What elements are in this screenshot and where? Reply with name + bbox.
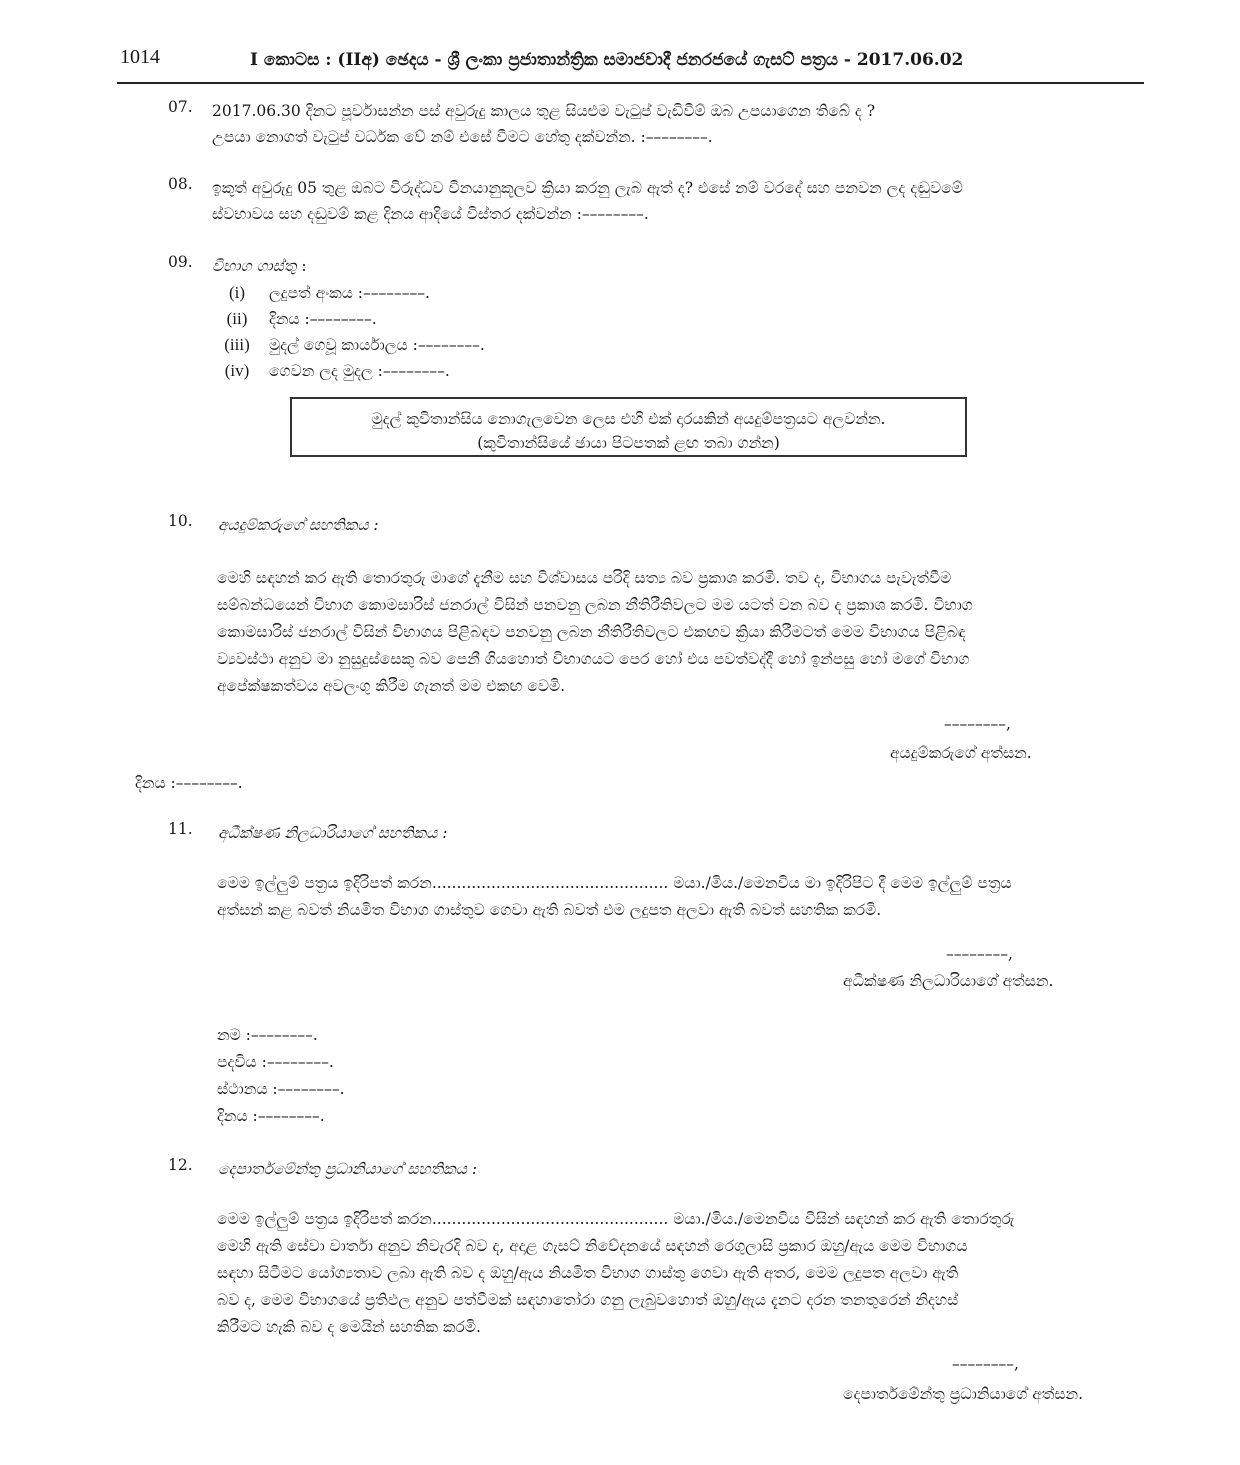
receipt-notice-line-1: මුදල් කුවිතාන්සිය නොගැලවෙන ලෙස එහි එක් දාරයකින් අයදුම්පත්‍රයට අලවන්න. [371, 410, 886, 428]
supervisor-signature-line: ––––––––, [946, 945, 1013, 963]
supervisor-location-field: ස්ථානය :––––––––. [217, 1080, 345, 1098]
receipt-notice-line-2: (කුවිතාන්සියේ ඡායා පිටපතක් ළඟ තබා ගන්න) [477, 434, 780, 452]
payment-office-field: මුදල් ගෙවූ කාර්යාලය :––––––––. [268, 336, 485, 354]
item-08 [168, 175, 1143, 227]
payment-date-field: දිනය :––––––––. [268, 310, 377, 328]
exam-fee-item [210, 332, 485, 358]
exam-fees-heading: විභාග ගාස්තු [212, 257, 297, 275]
exam-fee-item [210, 358, 485, 384]
item-07-line-1: 2017.06.30 දිනට පූර්වාසන්න පස් අවුරුදු කාලය තුළ සියළුම වැටුප් වැඩිවීම් ඔබ උපයාගෙන තිබේ ද ? [212, 102, 876, 120]
item-07 [168, 98, 1143, 150]
head-of-department-declaration-line: බව ද, මෙම විභාගයේ ප්‍රතිඵල අනුව පත්වීමක් සඳහාතෝරා ගනු ලැබුවහොත් ඔහු/ඇය දැනට දරන තනතුරෙන් නිදහස් [217, 1291, 959, 1309]
supervisor-designation-field: පදවිය :––––––––. [217, 1053, 334, 1071]
applicant-signature-line: ––––––––, [944, 715, 1011, 733]
exam-fee-item-number: (ii) [226, 309, 248, 328]
item-number: 10. [168, 512, 193, 530]
item-number: 08. [168, 175, 193, 193]
exam-fee-item-number: (iii) [224, 335, 250, 354]
item-08-line-1: ඉකුත් අවුරුදු 05 තුළ ඔබට විරුද්ධව විනයානුකූලව ක්‍රියා කරනු ලැබ ඇත් ද? එසේ නම් වරදේ සහ පනවන ලද දඬුවමේ [212, 179, 963, 197]
supervisor-declaration-line: මෙම ඉල්ලුම් පත්‍රය ඉදිරිපත් කරන................................................ මයා./මිය./මෙනවිය මා ඉදිරිපිට දී මෙම ඉල්ලුම් පත්‍රය [217, 874, 1012, 892]
exam-fee-item [210, 280, 485, 306]
head-of-department-declaration-line: කිරීමට හැකි බව ද මෙයින් සහතික කරමි. [217, 1318, 481, 1336]
applicant-declaration-line: මෙහි සඳහන් කර ඇති තොරතුරු මාගේ දැනීම සහ විශ්වාසය පරිදි සත්‍ය බව ප්‍රකාශ කරමි. තව ද, විභාගය පැවැත්වීම [217, 569, 952, 587]
exam-fee-item-number: (i) [228, 283, 246, 302]
supervisor-name-field: නම :––––––––. [217, 1026, 318, 1044]
item-11 [168, 820, 1143, 846]
exam-fees-list [210, 280, 485, 384]
receipt-number-field: ලදුපත් අංකය :––––––––. [268, 284, 430, 302]
applicant-declaration [217, 565, 1142, 700]
item-07-line-2: උපයා නොගත් වැටුප් වර්ධක වේ නම් එසේ වීමට හේතු දක්වන්න. :––––––––. [212, 128, 713, 146]
exam-fees-heading-colon: : [301, 257, 307, 275]
item-08-line-2: ස්වභාවය සහ දඬුවම් කළ දිනය ආදියේ විස්තර දක්වන්න :––––––––. [212, 205, 649, 223]
item-10 [168, 512, 1143, 538]
receipt-notice-box [290, 397, 967, 457]
head-of-department-declaration-line: මෙම ඉල්ලුම් පත්‍රය ඉදිරිපත් කරන................................................ මයා./මිය./මෙනවිය විසින් සඳහන් කර ඇති තොරතුරු [217, 1210, 1015, 1228]
supervisor-declaration [217, 870, 1142, 924]
item-12 [168, 1156, 1143, 1182]
supervisor-declaration-line: අත්සන් කළ බවත් නියමිත විභාග ගාස්තුව ගෙවා ඇති බවත් එම ලදුපත අලවා ඇති බවත් සහතික කරමි. [217, 901, 882, 919]
head-of-department-signature-label: දෙපාර්තමේන්තු ප්‍රධානියාගේ අත්සන. [843, 1385, 1084, 1403]
header-rule [117, 82, 1144, 84]
head-of-department-declaration-line: සඳහා සිටීමට යෝග්‍යතාව ලබා ඇති බව ද ඔහු/ඇය නියමිත විභාග ගාස්තු ගෙවා ඇති අතර, මෙම ලදුපත අලවා ඇති [217, 1264, 959, 1282]
head-of-department-certificate-heading: දෙපාර්තමේන්තු ප්‍රධානියාගේ සහතිකය : [218, 1160, 478, 1178]
item-number: 07. [168, 98, 193, 116]
applicant-certificate-heading: අයදුම්කරුගේ සහතිකය : [218, 516, 379, 534]
exam-fee-item [210, 306, 485, 332]
amount-paid-field: ගෙවන ලද මුදල :––––––––. [268, 362, 450, 380]
supervisor-certificate-heading: අධීක්ෂණ නිලධාරියාගේ සහතිකය : [218, 824, 448, 842]
applicant-signature-label: අයදුම්කරුගේ අත්සන. [890, 744, 1032, 762]
running-header: I කොටස : (IIඅ) ඡෙදය - ශ්‍රී ලංකා ප්‍රජාතාන්ත්‍රික සමාජවාදී ජනරජයේ ගැසට් පත්‍රය - 2017.06.02 [250, 50, 964, 70]
applicant-declaration-line: අපේක්ෂකත්වය අවලංගු කිරීම ගැනත් මම එකඟ වෙමි. [217, 677, 566, 695]
exam-fee-item-number: (iv) [224, 361, 250, 380]
applicant-date-field: දිනය :––––––––. [135, 774, 243, 792]
item-09 [168, 253, 1143, 279]
page-number: 1014 [120, 46, 160, 68]
head-of-department-signature-line: ––––––––, [952, 1355, 1019, 1373]
applicant-declaration-line: සම්බන්ධයෙන් විභාග කොමසාරිස් ජනරාල් විසින් පනවනු ලබන නීතිරීතිවලට මම යටත් වන බව ද ප්‍රකාශ කරමි. විභාග [217, 596, 973, 614]
supervisor-signature-label: අධීක්ෂණ නිලධාරියාගේ අත්සන. [843, 972, 1054, 990]
supervisor-date-field: දිනය :––––––––. [217, 1107, 325, 1125]
item-number: 09. [168, 253, 193, 271]
applicant-declaration-line: ව්‍යවස්ථා අනුව මා නුසුදුස්සෙකු බව පෙනී ගියහොත් විභාගයට පෙර හෝ එය පවත්වද්දී හෝ ඉන්පසු හෝ මගේ විභාග [217, 650, 970, 668]
applicant-declaration-line: කොමසාරිස් ජනරාල් විසින් විභාගය පිළිබඳව පනවනු ලබන නීතිරීතිවලට එකඟව ක්‍රියා කිරීමටත් මෙම විභාගය පිළිබඳ [217, 623, 966, 641]
head-of-department-declaration [217, 1206, 1142, 1341]
head-of-department-declaration-line: මෙහි ඇති සේවා වාර්තා අනුව නිවැරදි බව ද, අදාළ ගැසට් නිවේදනයේ සඳහන් රෙගුලාසි ප්‍රකාර ඔහු/ඇය මෙම විභාගය [217, 1237, 968, 1255]
item-number: 12. [168, 1156, 193, 1174]
item-number: 11. [168, 820, 193, 838]
